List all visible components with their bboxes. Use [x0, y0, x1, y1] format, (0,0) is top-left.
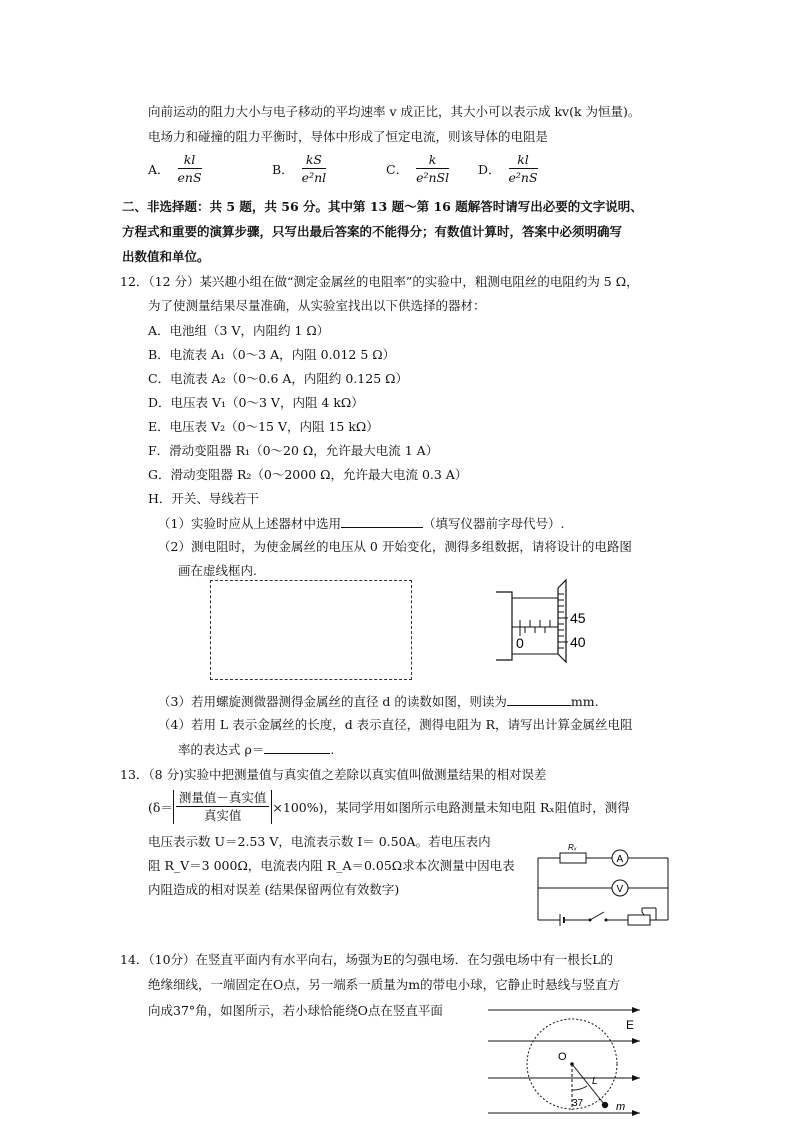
q13-line2: (δ＝ $\frac{\text{测量值－真实值}}{\text{真实值}}$ ×100%)，某同学用如图所示电路测量未知电阻 Rₓ阻值时，测得	[148, 790, 630, 823]
q12-sub4-line1: （4）若用 L 表示金属丝的长度，d 表示直径，测得电阻为 R，请写出计算金属丝电阻	[158, 717, 633, 732]
q12-sub1: （1）实验时应从上述器材中选用 （填写仪器前字母代号）.	[158, 516, 565, 531]
q14-line3: 向成37°角，如图所示，若小球恰能绕O点在竖直平面	[148, 1003, 443, 1018]
option-a: A． $\frac{kl}{\text{enS}}$	[148, 152, 202, 185]
mass-label-m: m	[616, 1101, 626, 1113]
micrometer-label-45: 45	[570, 610, 586, 626]
option-b: B． $\frac{kS}{\text{e²nl}}$	[272, 152, 327, 185]
option-c: C． $\frac{k}{\text{e²nSl}}$	[386, 152, 450, 185]
rx-label: Rₓ	[568, 843, 577, 852]
q12-sub2-line2: 画在虚线框内.	[178, 563, 257, 578]
option-a-den: enS	[177, 170, 202, 185]
string-label-l: L	[592, 1076, 598, 1087]
q14-line2: 绝缘细线，一端固定在O点，另一端系一质量为m的带电小球，它静止时悬线与竖直方	[148, 977, 621, 992]
option-c-num: k	[416, 152, 449, 169]
svg-text:A: A	[616, 854, 624, 865]
q13-circuit-figure	[532, 838, 672, 930]
section-heading-line1: 二、非选择题：共 5 题，共 56 分。其中第 13 题～第 16 题解答时请写出必要的文字说明、	[122, 199, 643, 214]
q12-sub4-line2: 率的表达式 ρ＝ .	[178, 742, 335, 757]
q12-line1: 12．（12 分）某兴趣小组在做“测定金属丝的电阻率”的实验中，粗测电阻丝的电阻约为 5 Ω，	[120, 274, 639, 289]
micrometer-label-0: 0	[516, 635, 524, 651]
rheostat-icon	[628, 915, 650, 925]
section-heading-line3: 出数值和单位。	[122, 249, 210, 264]
switch-icon	[590, 912, 604, 920]
answer-blank-1[interactable]	[341, 514, 423, 528]
micrometer-label-40: 40	[570, 634, 586, 650]
circuit-drawing-box[interactable]	[210, 580, 412, 680]
pivot-label-o: O	[558, 1051, 567, 1063]
option-b-den: e²nl	[301, 170, 327, 185]
q11-line2: 电场力和碰撞的阻力平衡时，导体中形成了恒定电流，则该导体的电阻是	[148, 129, 549, 144]
q13-line5: 内阻造成的相对误差 (结果保留两位有效数字)	[148, 882, 400, 897]
option-d-den: e²nS	[508, 170, 538, 185]
q11-line1: 向前运动的阻力大小与电子移动的平均速率 v 成正比，其大小可以表示成 kv(k 为恒量)。	[148, 104, 641, 119]
q13-line4: 阻 R_V＝3 000Ω，电流表内阻 R_A＝0.05Ω求本次测量中因电表	[148, 858, 515, 873]
angle-label: 37	[572, 1098, 584, 1109]
q12-item-a: A．电池组（3 V，内阻约 1 Ω）	[148, 323, 330, 338]
option-c-den: e²nSl	[416, 170, 450, 185]
q13-line1: 13．（8 分)实验中把测量值与真实值之差除以真实值叫做测量结果的相对误差	[120, 767, 547, 782]
q12-item-h: H．开关、导线若干	[148, 491, 259, 506]
q12-item-c: C．电流表 A₂（0～0.6 A，内阻约 0.125 Ω）	[148, 371, 409, 386]
answer-blank-3[interactable]	[507, 692, 571, 706]
q12-item-e: E．电压表 V₂（0～15 V，内阻 15 kΩ）	[148, 419, 379, 434]
svg-text:V: V	[616, 884, 624, 895]
q12-line2: 为了使测量结果尽量准确，从实验室找出以下供选择的器材：	[148, 298, 486, 313]
q14-line1: 14．（10分）在竖直平面内有水平向右，场强为E的匀强电场．在匀强电场中有一根长L的	[120, 952, 613, 967]
option-b-num: kS	[302, 152, 326, 169]
q12-item-d: D．电压表 V₁（0～3 V，内阻 4 kΩ）	[148, 395, 364, 410]
q12-item-f: F．滑动变阻器 R₁（0～20 Ω，允许最大电流 1 A）	[148, 443, 439, 458]
delta-denominator: 真实值	[203, 808, 242, 823]
option-d-num: kl	[509, 152, 538, 169]
resistor-rx	[560, 853, 586, 863]
charged-ball	[602, 1102, 608, 1108]
q12-sub2-line1: （2）测电阻时，为使金属丝的电压从 0 开始变化，测得多组数据，请将设计的电路图	[158, 539, 632, 554]
delta-numerator: 测量值－真实值	[176, 790, 270, 807]
q14-field-figure	[486, 998, 656, 1120]
option-a-num: kl	[178, 152, 202, 169]
micrometer-figure	[490, 576, 590, 666]
option-d: D． $\frac{kl}{\text{e²nS}}$	[478, 152, 538, 185]
q12-item-b: B．电流表 A₁（0～3 A，内阻 0.012 5 Ω）	[148, 347, 396, 362]
q12-sub3: （3）若用螺旋测微器测得金属丝的直径 d 的读数如图，则读为 mm.	[158, 694, 599, 709]
field-label-e: E	[626, 1018, 635, 1032]
q13-line3: 电压表示数 U＝2.53 V，电流表示数 I＝ 0.50A。若电压表内	[148, 834, 491, 849]
q12-item-g: G．滑动变阻器 R₂（0～2000 Ω，允许最大电流 0.3 A）	[148, 467, 468, 482]
answer-blank-4[interactable]	[264, 740, 330, 754]
section-heading-line2: 方程式和重要的演算步骤，只写出最后答案的不能得分；有数值计算时，答案中必须明确写	[122, 224, 623, 239]
